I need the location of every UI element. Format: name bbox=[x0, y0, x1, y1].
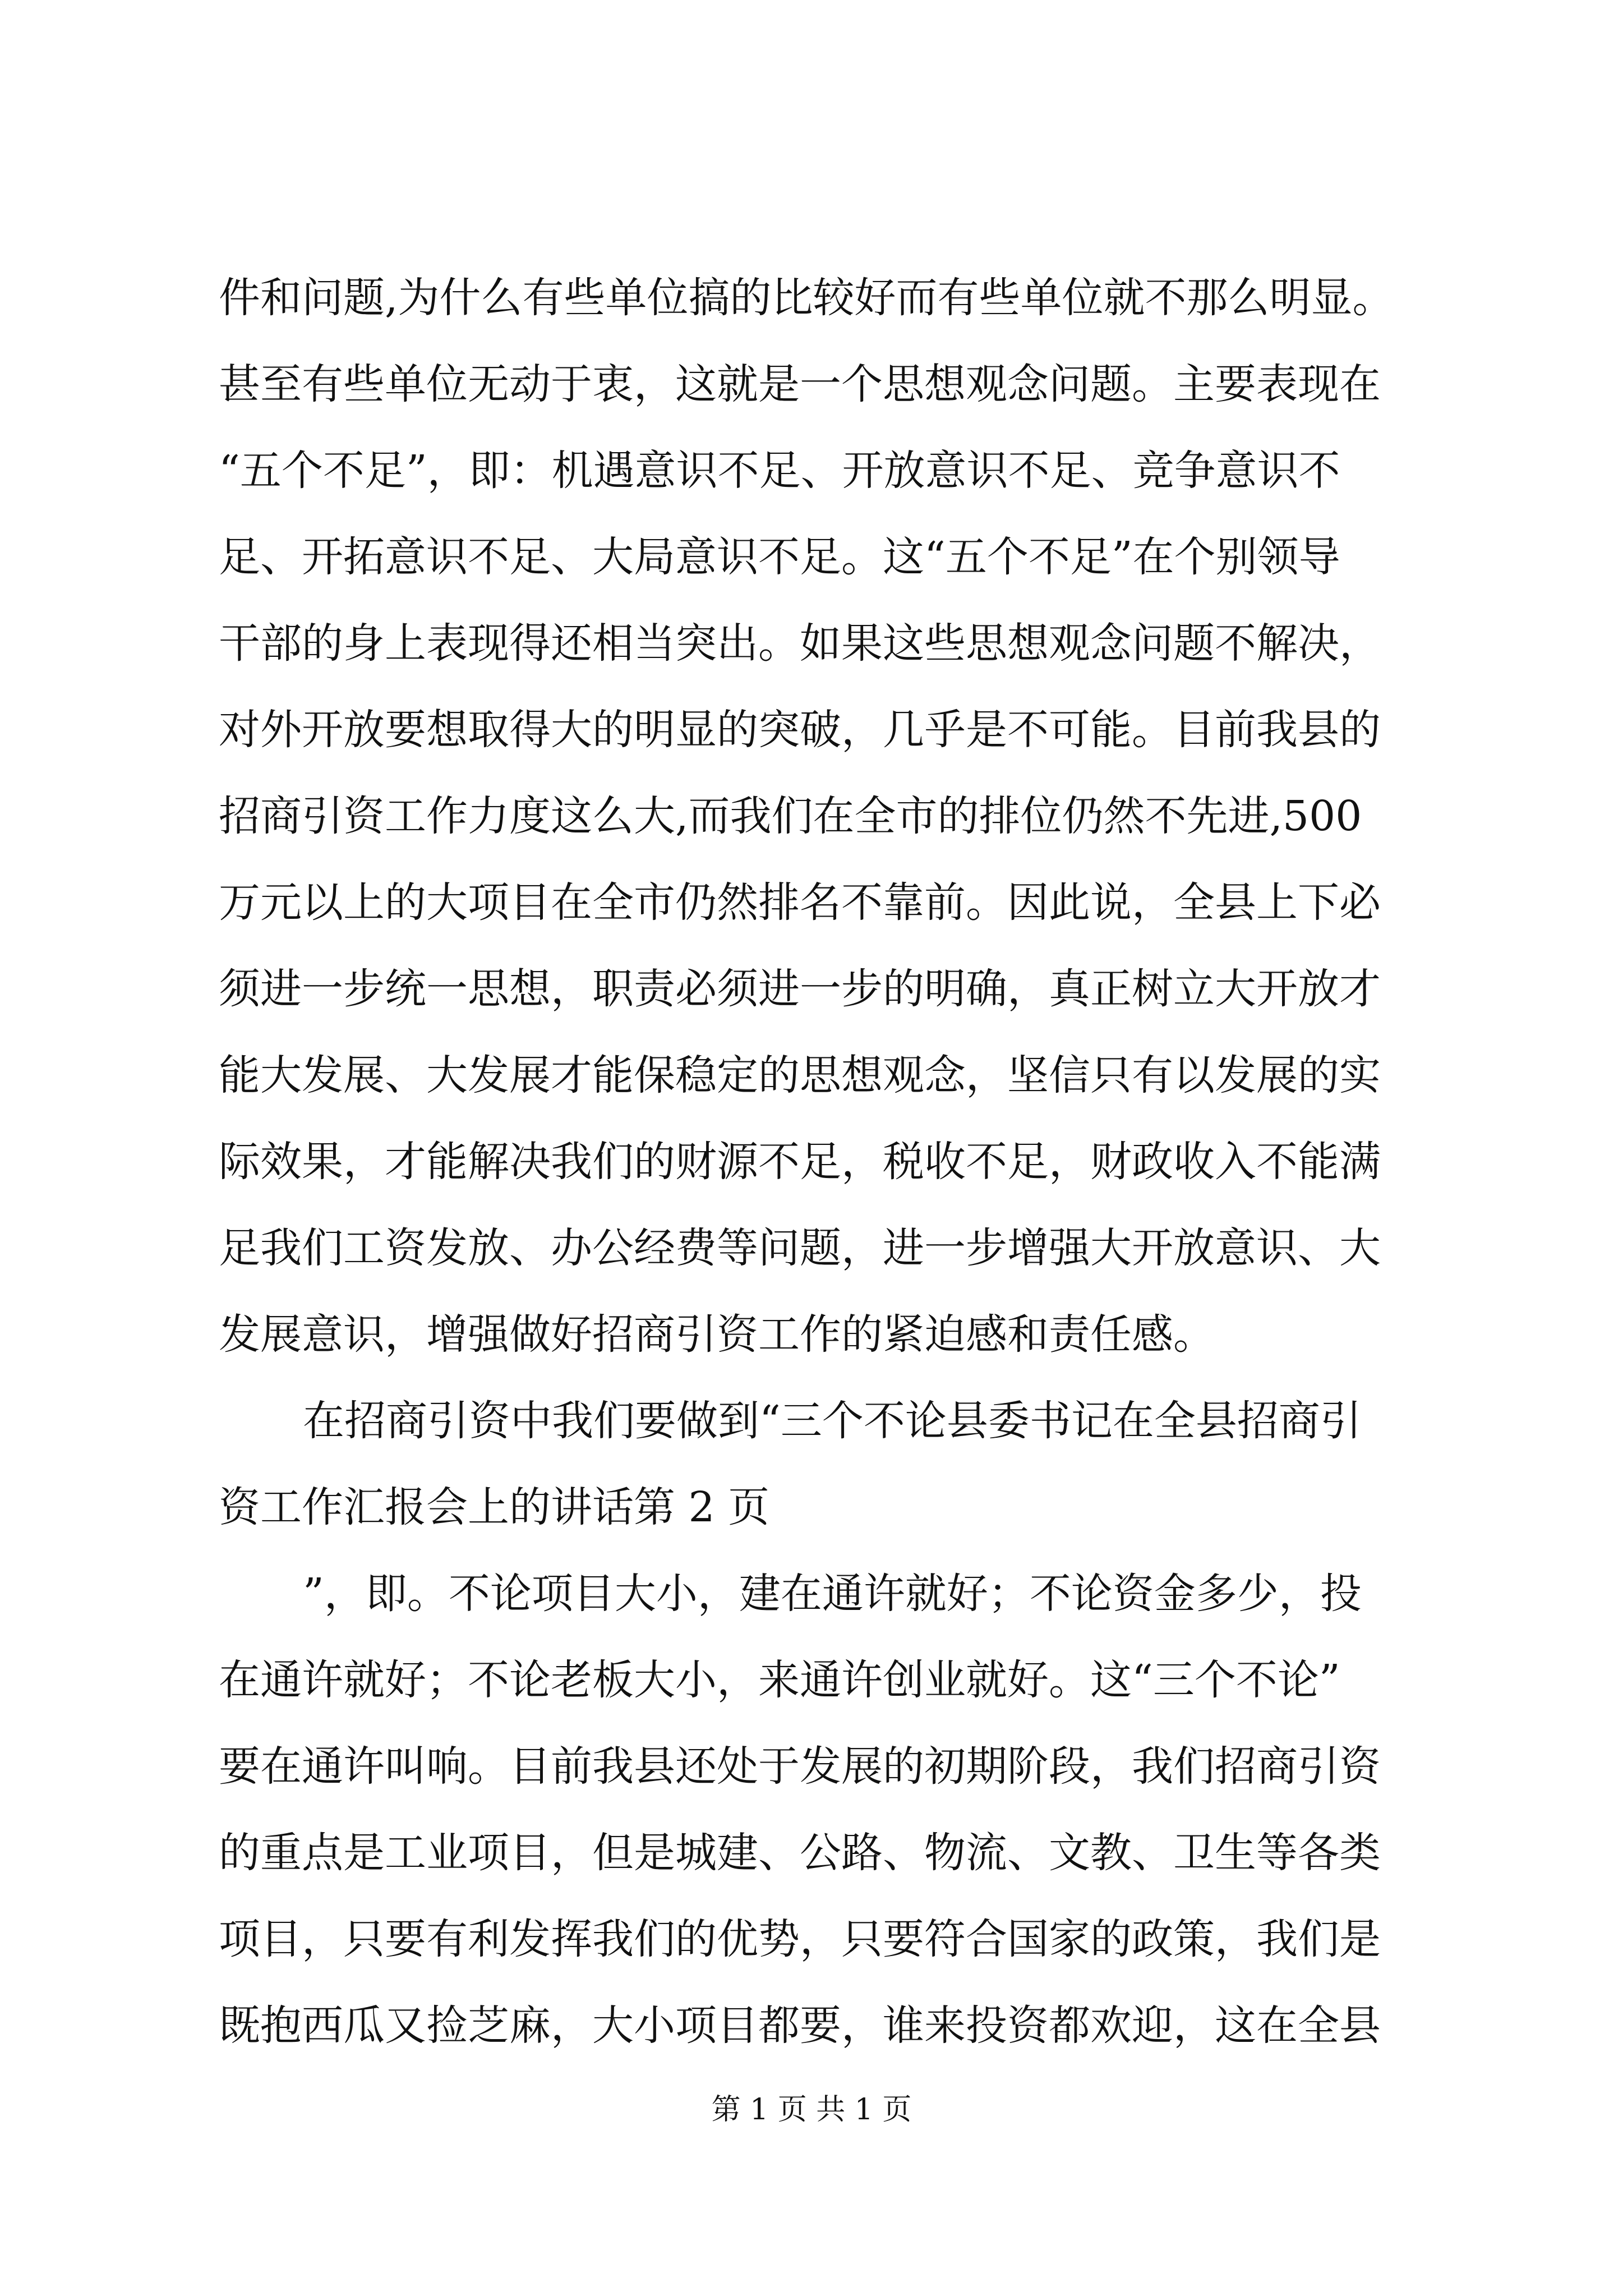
text-line: 要在通许叫响。目前我县还处于发展的初期阶段，我们招商引资 bbox=[219, 1742, 1381, 1791]
text-line: 在招商引资中我们要做到“三个不论县委书记在全县招商引 bbox=[303, 1397, 1362, 1445]
text-line: 万元以上的大项目在全市仍然排名不靠前。因此说，全县上下必 bbox=[219, 878, 1381, 927]
page-footer: 第 1 页 共 1 页 bbox=[711, 2093, 912, 2127]
text-line: 须进一步统一思想，职责必须进一步的明确，真正树立大开放才 bbox=[219, 965, 1381, 1013]
text-line: 干部的身上表现得还相当突出。如果这些思想观念问题不解决， bbox=[219, 619, 1381, 668]
text-line: 资工作汇报会上的讲话第 2 页 bbox=[219, 1483, 770, 1531]
text-line: 件和问题,为什么有些单位搞的比较好而有些单位就不那么明显。 bbox=[219, 274, 1394, 322]
text-line: 在通许就好；不论老板大小，来通许创业就好。这“三个不论” bbox=[219, 1656, 1340, 1704]
text-line: 际效果，才能解决我们的财源不足，税收不足，财政收入不能满 bbox=[219, 1138, 1381, 1186]
text-line: ”，即。不论项目大小，建在通许就好；不论资金多少，投 bbox=[303, 1570, 1362, 1618]
text-line: 对外开放要想取得大的明显的突破，几乎是不可能。目前我县的 bbox=[219, 706, 1381, 754]
text-line: 的重点是工业项目，但是城建、公路、物流、文教、卫生等各类 bbox=[219, 1829, 1381, 1877]
text-line: 足、开拓意识不足、大局意识不足。这“五个不足”在个别领导 bbox=[219, 533, 1340, 581]
text-line: 既抱西瓜又捡芝麻，大小项目都要，谁来投资都欢迎，这在全县 bbox=[219, 2001, 1381, 2050]
text-line: 发展意识，增强做好招商引资工作的紧迫感和责任感。 bbox=[219, 1310, 1215, 1359]
text-line: “五个不足”，即：机遇意识不足、开放意识不足、竞争意识不 bbox=[219, 447, 1340, 495]
text-line: 能大发展、大发展才能保稳定的思想观念，坚信只有以发展的实 bbox=[219, 1051, 1381, 1099]
text-line: 足我们工资发放、办公经费等问题，进一步增强大开放意识、大 bbox=[219, 1224, 1381, 1272]
text-line: 项目，只要有利发挥我们的优势，只要符合国家的政策，我们是 bbox=[219, 1915, 1381, 1963]
text-line: 甚至有些单位无动于衷，这就是一个思想观念问题。主要表现在 bbox=[219, 360, 1381, 408]
text-line: 招商引资工作力度这么大,而我们在全市的排位仍然不先进,500 bbox=[219, 792, 1362, 840]
